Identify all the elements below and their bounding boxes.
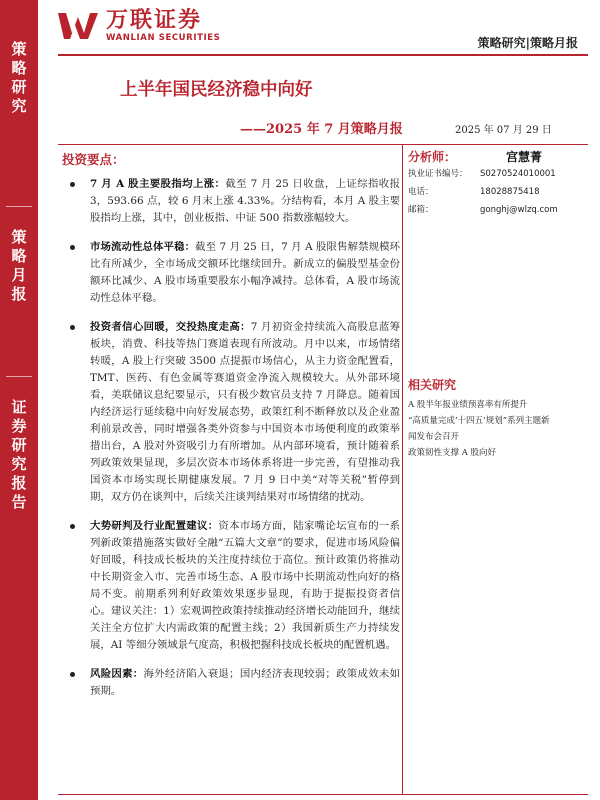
footer-divider [58,794,588,795]
analyst-panel [408,148,588,219]
analyst-name: 宫慧菁 [506,150,543,164]
bullet-lead: 投资者信心回暖，交投热度走高： [90,321,251,333]
bullet-icon [70,325,75,330]
investment-summary [60,150,400,712]
summary-bullet [60,666,400,700]
column-divider [402,144,403,794]
sidebar-divider [6,376,32,377]
sidebar-divider [6,206,32,207]
bullet-text: 截至 7 月 25 日，7 月 A 股限售解禁规模环比有所减少，全市场成交额环比继续回升。新成立的偏股型基金份额环比减少、A 股市场重要股东小幅净减持。总体看，A 股市场流动性总体平稳。 [90,241,400,304]
summary-bullet [60,518,400,654]
field-value: 18028875418 [480,187,540,197]
related-item[interactable]: 闻发布会召开 [408,432,460,442]
bullet-icon [70,245,75,250]
bullet-icon [70,672,75,677]
analyst-label: 分析师： [408,150,457,164]
bullet-icon [70,182,75,187]
analyst-field [408,201,588,219]
wanlian-logo-icon [58,11,102,41]
sidebar-label-strategy-monthly: 策 略 月 报 [11,228,27,303]
related-item[interactable]: “高质量完成‘十四五’规划”系列主题新 [408,416,550,426]
bullet-lead: 大势研判及行业配置建议： [90,520,219,532]
summary-bullet [60,319,400,506]
field-key: 电话： [408,187,434,197]
header-divider [58,54,588,56]
header-category: 策略研究|策略月报 [477,36,578,50]
sidebar-label-securities-report: 证 券 研 究 报 告 [11,398,27,511]
related-item[interactable]: A 股半年报业绩预喜率有所提升 [408,400,528,410]
brand-logo [58,8,220,44]
bullet-text: 资本市场方面，陆家嘴论坛宣布的一系列新政策措施落实做好全融“五篇大文章”的要求，促进市场风险偏好回暖，科技成长板块的关注度持续位于高位。预计政策仍将推动中长期资金入市、完善市场生态、A 股市场中长期流动性向好的格局不变。前期系列利好政策效果逐步显现，有助于提振投资者信心。建议关注：1）宏观调控政策持续推动经济增长动能回升，继续关注全方位扩大内需政策的配置主线；2）我国新质生产力持续发展，AI 等细分领域景气度高，积极把握科技成长板块的配置机遇。 [90,520,401,651]
analyst-email-link[interactable]: gonghj@wlzq.com [480,205,558,215]
bullet-lead: 风险因素： [90,668,144,680]
bullet-text: 7 月初资金持续流入高股息蓝筹板块，消费、科技等热门赛道表现有所波动。月中以来，市场情绪转暖，A 股上行突破 3500 点提振市场信心，从主力资金配置看，TMT、医药、有色金属等赛道资金净流入规模较大。从外部环境看，美联储议息纪要显示，只有极少数官员支持 7 月降息。随着国内经济运行延续稳中向好发展态势，政策红利不断释放以及企业盈利前景改善，同时增强各类外资参与中国资本市场便利度的政策举措出台，A 股对外资吸引力有所增加。从内部环境看，预计随着系列政策效果显现，多层次资本市场体系将进一步完善，有望推动我国资本市场实现长期健康发展。7 月 9 日中美“对等关税”暂停到期，双方仍在谈判中，后续关注谈判结果对市场情绪的扰动。 [90,321,401,503]
related-research [408,376,588,461]
summary-heading: 投资要点： [62,152,125,167]
report-subtitle: ——2025 年 7 月策略月报 [240,122,403,137]
field-value: S0270524010001 [480,169,556,179]
bullet-lead: 7 月 A 股主要股指均上涨： [90,178,226,190]
summary-bullet [60,176,400,227]
brand-name-en: WANLIAN SECURITIES [106,33,221,43]
summary-bullet [60,239,400,307]
brand-name-cn: 万联证券 [106,8,203,33]
related-item[interactable]: 政策韧性支撑 A 股向好 [408,448,497,458]
bullet-text: 海外经济陷入衰退；国内经济表现较弱；政策成效未如预期。 [90,668,401,697]
related-heading: 相关研究 [408,378,457,392]
bullet-lead: 市场流动性总体平稳： [90,241,196,253]
left-sidebar [0,0,38,800]
analyst-field [408,183,588,201]
report-date: 2025 年 07 月 29 日 [455,125,552,136]
title-divider [58,144,588,145]
sidebar-label-strategy-research: 策 略 研 究 [11,40,27,115]
field-key: 执业证书编号： [408,169,468,179]
report-title: 上半年国民经济稳中向好 [120,80,313,100]
field-key: 邮箱： [408,205,434,215]
bullet-text: 截至 7 月 25 日收盘，上证综指收报 3，593.66 点，较 6 月末上涨 4.33%。分结构看，本月 A 股主要股指均上涨，其中，创业板指、中证 500 指数涨幅较大。 [90,178,400,224]
bullet-icon [70,524,75,529]
analyst-field [408,165,588,183]
